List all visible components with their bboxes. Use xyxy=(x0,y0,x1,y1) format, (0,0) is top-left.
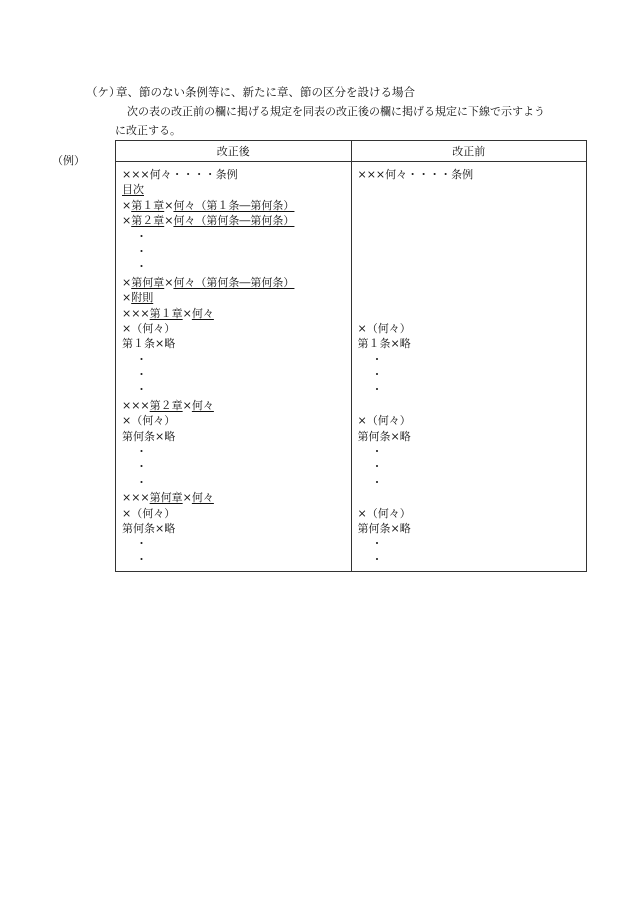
line-text: × xyxy=(122,291,132,305)
before-line xyxy=(358,306,581,321)
line-text: × xyxy=(164,198,174,212)
before-line xyxy=(358,382,581,397)
line-text: ×（何々） xyxy=(357,321,411,335)
ellipsis-dot: ・ xyxy=(371,368,383,382)
before-line xyxy=(358,229,581,244)
underlined-text: 第何章 xyxy=(149,491,183,505)
line-text: 第何条×略 xyxy=(122,429,176,443)
after-line xyxy=(122,506,345,521)
section-heading xyxy=(86,84,415,100)
after-line xyxy=(122,244,345,259)
after-line xyxy=(122,382,345,397)
example-label: （例） xyxy=(52,154,85,167)
line-text: ×××何々・・・・条例 xyxy=(122,168,238,181)
after-line xyxy=(122,290,345,305)
underlined-text: 何々（第１条―第何条） xyxy=(173,198,295,212)
ellipsis-dot: ・ xyxy=(371,552,383,566)
line-text: × xyxy=(182,491,192,505)
line-text: × xyxy=(182,306,192,320)
underlined-text: 第何章 xyxy=(131,275,165,289)
line-text: ×××何々・・・・条例 xyxy=(357,168,474,181)
underlined-text: 第２章 xyxy=(131,214,165,228)
after-line xyxy=(122,552,345,567)
before-line xyxy=(358,552,581,567)
section-label: （ケ） xyxy=(86,85,121,99)
line-text: 第何条×略 xyxy=(122,521,176,535)
ellipsis-dot: ・ xyxy=(136,383,147,397)
after-line xyxy=(122,275,345,290)
ellipsis-dot: ・ xyxy=(136,537,147,551)
line-text: × xyxy=(164,214,174,228)
before-line xyxy=(358,398,581,413)
header-after: 改正後 xyxy=(116,141,352,162)
after-line xyxy=(122,306,345,321)
ellipsis-dot: ・ xyxy=(136,352,147,366)
before-line xyxy=(358,167,581,182)
line-text: ××× xyxy=(122,306,150,320)
header-before: 改正前 xyxy=(351,141,587,162)
ellipsis-dot: ・ xyxy=(136,244,147,258)
intro-paragraph xyxy=(115,102,587,140)
underlined-text: 附則 xyxy=(131,291,154,305)
underlined-text: 第１章 xyxy=(149,306,183,320)
ellipsis-dot: ・ xyxy=(136,368,147,382)
after-line xyxy=(122,521,345,536)
ellipsis-dot: ・ xyxy=(136,475,147,489)
ellipsis-dot: ・ xyxy=(371,475,383,489)
table-header-row xyxy=(116,141,587,162)
before-line xyxy=(358,444,581,459)
ellipsis-dot: ・ xyxy=(371,352,383,366)
ellipsis-dot: ・ xyxy=(136,552,147,566)
before-line xyxy=(358,429,581,444)
before-line xyxy=(358,244,581,259)
line-text: ×（何々） xyxy=(122,506,176,520)
line-text: ×（何々） xyxy=(122,414,176,428)
underlined-text: 第２章 xyxy=(149,398,183,412)
before-line xyxy=(358,259,581,274)
before-line xyxy=(358,290,581,305)
line-text: × xyxy=(122,198,132,212)
after-line xyxy=(122,321,345,336)
after-line xyxy=(122,413,345,428)
ellipsis-dot: ・ xyxy=(136,229,147,243)
underlined-text: 何々（第何条―第何条） xyxy=(173,214,295,228)
comparison-table xyxy=(115,140,587,572)
line-text: ×（何々） xyxy=(357,506,411,520)
ellipsis-dot: ・ xyxy=(371,445,383,459)
before-line xyxy=(358,275,581,290)
underlined-text: 何々（第何条―第何条） xyxy=(173,275,295,289)
ellipsis-dot: ・ xyxy=(371,537,383,551)
underlined-text: 何々 xyxy=(191,491,214,505)
intro-line-2: に改正する。 xyxy=(115,124,181,137)
before-line xyxy=(358,182,581,197)
before-line xyxy=(358,352,581,367)
underlined-text: 何々 xyxy=(191,306,214,320)
before-line xyxy=(358,459,581,474)
line-text: ×（何々） xyxy=(122,321,176,335)
underlined-text: 第１章 xyxy=(131,198,165,212)
line-text: ×（何々） xyxy=(357,414,411,428)
before-line xyxy=(358,521,581,536)
ellipsis-dot: ・ xyxy=(371,383,383,397)
after-line xyxy=(122,336,345,351)
before-line xyxy=(358,536,581,551)
before-line xyxy=(358,506,581,521)
line-text: 第１条×略 xyxy=(122,337,176,351)
before-line xyxy=(358,413,581,428)
ellipsis-dot: ・ xyxy=(371,460,383,474)
line-text: × xyxy=(122,214,132,228)
after-line xyxy=(122,182,345,197)
after-line xyxy=(122,429,345,444)
after-line xyxy=(122,475,345,490)
column-before xyxy=(351,162,587,572)
intro-line-1: 次の表の改正前の欄に掲げる規定を同表の改正後の欄に掲げる規定に下線で示すよう xyxy=(127,105,545,118)
after-line xyxy=(122,167,345,182)
line-text: ××× xyxy=(122,491,150,505)
column-after xyxy=(116,162,352,572)
line-text: × xyxy=(182,398,192,412)
line-text: ××× xyxy=(122,398,150,412)
after-line xyxy=(122,352,345,367)
after-line xyxy=(122,213,345,228)
underlined-text: 何々 xyxy=(191,398,214,412)
underlined-text: 目次 xyxy=(122,183,144,197)
line-text: × xyxy=(164,275,174,289)
before-line xyxy=(358,490,581,505)
section-title: 章、節のない条例等に、新たに章、節の区分を設ける場合 xyxy=(116,85,415,99)
after-line xyxy=(122,229,345,244)
after-line xyxy=(122,398,345,413)
line-text: 第１条×略 xyxy=(357,337,411,351)
before-line xyxy=(358,475,581,490)
before-line xyxy=(358,213,581,228)
table-body-row xyxy=(116,162,587,572)
ellipsis-dot: ・ xyxy=(136,460,147,474)
after-line xyxy=(122,198,345,213)
line-text: 第何条×略 xyxy=(357,429,411,443)
line-text: 第何条×略 xyxy=(357,521,411,535)
after-line xyxy=(122,490,345,505)
after-line xyxy=(122,536,345,551)
before-line xyxy=(358,336,581,351)
line-text: × xyxy=(122,275,132,289)
before-line xyxy=(358,367,581,382)
ellipsis-dot: ・ xyxy=(136,445,147,459)
after-line xyxy=(122,444,345,459)
after-line xyxy=(122,367,345,382)
after-line xyxy=(122,459,345,474)
before-line xyxy=(358,321,581,336)
ellipsis-dot: ・ xyxy=(136,260,147,274)
before-line xyxy=(358,198,581,213)
after-line xyxy=(122,259,345,274)
